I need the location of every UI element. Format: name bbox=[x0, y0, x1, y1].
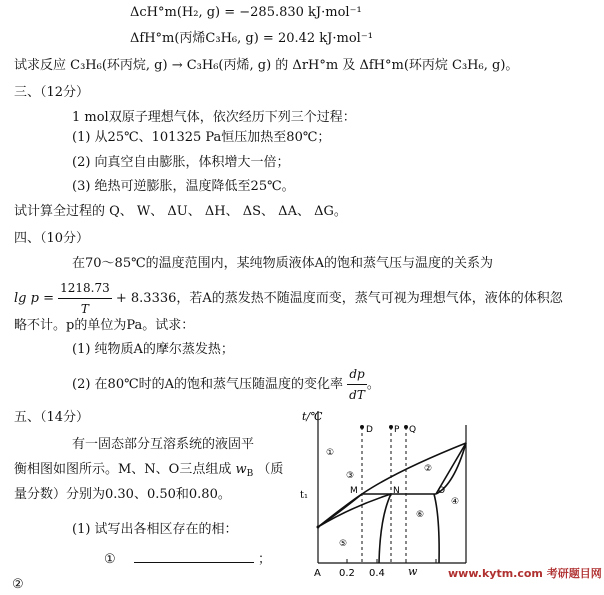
q3-heading: 三、（12分） bbox=[14, 85, 90, 100]
header-eq1: ΔcH°m(H₂, g) = −285.830 kJ·mol⁻¹ bbox=[130, 5, 362, 20]
region-3-label: ③ bbox=[346, 471, 355, 481]
x-axis-label: w bbox=[408, 565, 418, 578]
point-q-marker bbox=[404, 425, 408, 429]
point-o-label: O bbox=[438, 486, 446, 496]
q5-para-1: 有一固态部分互溶系统的液固平 bbox=[72, 437, 255, 452]
q5-para-2-text: 衡相图如图所示。M、N、O三点组成 bbox=[14, 462, 232, 477]
q5-var-w: w bbox=[235, 462, 247, 477]
x-tick-label-a: A bbox=[314, 568, 321, 579]
region-4-label: ④ bbox=[451, 497, 460, 507]
point-d-label: D bbox=[366, 425, 373, 435]
q3-step-3: (3) 绝热可逆膨胀，温度降低至25℃。 bbox=[72, 179, 295, 194]
q5-heading: 五、（14分） bbox=[14, 410, 90, 425]
q4-eq-tail: ，若A的蒸发热不随温度而变，蒸气可视为理想气体，液体的体积忽 bbox=[176, 291, 563, 306]
q4-eq-lhs: lg p = bbox=[14, 291, 54, 306]
q4-eq-denominator: T bbox=[80, 302, 89, 316]
q2-ask: 试求反应 C₃H₆(环丙烷, g) → C₃H₆(丙烯, g) 的 ΔrH°m 及 ΔfH°m(环丙烷 C₃H₆, g)。 bbox=[14, 58, 519, 73]
answer-1-number: ① bbox=[104, 552, 116, 567]
q4-heading: 四、（10分） bbox=[14, 231, 90, 246]
solidus-left-curve bbox=[318, 494, 362, 527]
region-5-label: ⑤ bbox=[339, 539, 348, 549]
point-n-label: N bbox=[393, 486, 400, 496]
q4-ask2-end: 。 bbox=[366, 377, 380, 392]
region-2-label: ② bbox=[424, 464, 433, 474]
q5-answer-2: ② bbox=[12, 577, 24, 592]
q4-ask2 bbox=[72, 364, 380, 405]
q5-ask1: (1) 试写出各相区存在的相： bbox=[72, 522, 238, 537]
q3-ask: 试计算全过程的 Q、 W、 ΔU、 ΔH、 ΔS、 ΔA、 ΔG。 bbox=[14, 204, 347, 219]
answer-1-blank bbox=[134, 562, 254, 563]
watermark bbox=[448, 565, 602, 581]
answer-1-end: ； bbox=[257, 552, 271, 567]
point-p-label: P bbox=[394, 425, 400, 435]
q4-equation bbox=[14, 278, 563, 319]
q4-ask2-numerator: dp bbox=[347, 364, 367, 385]
region-6-label: ⑥ bbox=[416, 510, 425, 520]
point-p-marker bbox=[389, 425, 393, 429]
q4-eq-fraction bbox=[58, 278, 112, 319]
q4-line3: 略不计。p的单位为Pa。试求： bbox=[14, 318, 195, 333]
x-tick-label-0.4: 0.4 bbox=[369, 568, 385, 579]
point-q-label: Q bbox=[409, 425, 417, 435]
q4-ask2-text: (2) 在80℃时的A的饱和蒸气压随温度的变化率 bbox=[72, 377, 344, 392]
solvus-left bbox=[379, 494, 391, 563]
point-d-marker bbox=[360, 425, 364, 429]
q3-step-2: (2) 向真空自由膨胀，体积增大一倍； bbox=[72, 155, 290, 170]
q4-intro: 在70～85℃的温度范围内，某纯物质液体A的饱和蒸气压与温度的关系为 bbox=[72, 256, 494, 271]
q4-ask2-denominator: dT bbox=[349, 388, 365, 402]
q3-intro: 1 mol双原子理想气体，依次经历下列三个过程： bbox=[72, 110, 356, 125]
q5-para-2 bbox=[14, 462, 283, 479]
q5-para-2-end: （质 bbox=[257, 462, 284, 477]
watermark-site: 考研题目网 bbox=[546, 567, 602, 580]
q5-answer-1 bbox=[104, 552, 271, 568]
x-tick-label-0.2: 0.2 bbox=[339, 568, 355, 579]
q4-ask2-fraction bbox=[347, 364, 367, 405]
q4-eq-rhs: + 8.3336 bbox=[115, 291, 177, 306]
point-m-label: M bbox=[350, 486, 358, 496]
watermark-url: www.kytm.com bbox=[448, 567, 543, 580]
q4-eq-numerator: 1218.73 bbox=[58, 278, 112, 299]
phase-diagram bbox=[300, 405, 482, 579]
q3-step-1: (1) 从25℃、101325 Pa恒压加热至80℃； bbox=[72, 130, 331, 145]
header-eq2: ΔfH°m(丙烯C₃H₆, g) = 20.42 kJ·mol⁻¹ bbox=[130, 31, 373, 46]
y-axis-label: t/℃ bbox=[302, 410, 323, 423]
t1-label: t₁ bbox=[300, 490, 309, 501]
solvus-right bbox=[434, 494, 439, 563]
a-melting-point bbox=[317, 526, 320, 529]
q5-para-3: 量分数）分别为0.30、0.50和0.80。 bbox=[14, 487, 231, 502]
region-1-label: ① bbox=[326, 448, 335, 458]
q5-var-sub: B bbox=[246, 469, 254, 479]
q4-ask1: (1) 纯物质A的摩尔蒸发热； bbox=[72, 342, 234, 357]
